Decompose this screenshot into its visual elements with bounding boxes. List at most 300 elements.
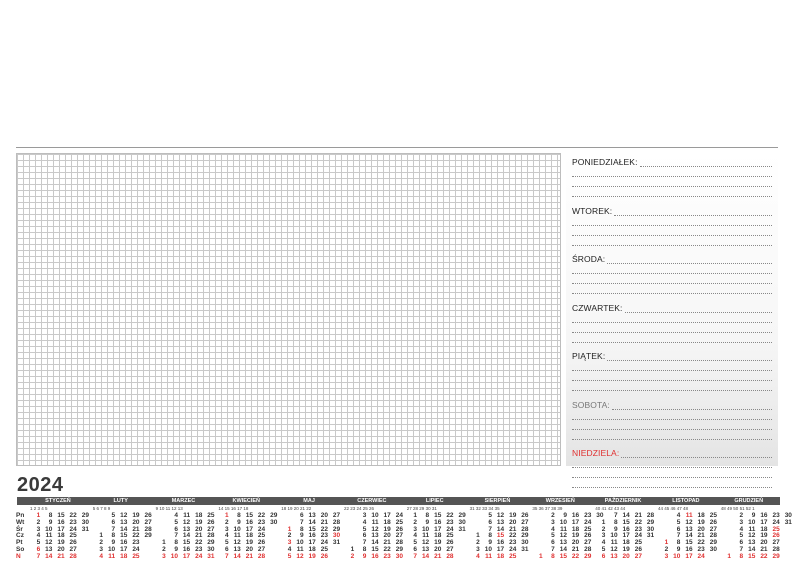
calendar-day: 5 — [174, 518, 178, 526]
calendar-day: 10 — [610, 532, 618, 540]
calendar-day — [516, 554, 528, 561]
day-label-text: PONIEDZIAŁEK: — [572, 157, 638, 167]
calendar-day: 17 — [685, 552, 693, 560]
calendar-day: 1 — [162, 539, 166, 547]
writing-line[interactable] — [572, 313, 772, 323]
writing-line[interactable] — [607, 353, 772, 361]
writing-line[interactable] — [640, 159, 772, 167]
calendar-day: 11 — [485, 552, 492, 560]
calendar-day: 23 — [446, 518, 454, 526]
writing-line[interactable] — [572, 216, 772, 226]
calendar-day: 7 — [613, 512, 618, 519]
calendar-day: 21 — [697, 532, 705, 540]
calendar-day: 26 — [207, 518, 215, 526]
calendar-day: 10 — [559, 518, 567, 526]
calendar-day: 5 — [601, 545, 606, 553]
calendar-day — [719, 513, 731, 520]
calendar-day: 25 — [509, 552, 517, 560]
calendar-day: 29 — [207, 539, 215, 547]
calendar-day: 7 — [174, 532, 178, 540]
month-days — [656, 513, 717, 561]
calendar-day — [468, 513, 480, 520]
writing-line[interactable] — [572, 323, 772, 333]
calendar-day: 12 — [421, 539, 430, 547]
calendar-day: 27 — [446, 545, 454, 553]
calendar-day: 13 — [182, 525, 191, 533]
calendar-day: 21 — [509, 525, 517, 533]
calendar-day: 19 — [760, 532, 768, 540]
calendar-day: 24 — [446, 525, 454, 533]
calendar-day: 12 — [233, 539, 241, 547]
writing-line[interactable] — [572, 468, 772, 478]
calendar-day: 31 — [646, 532, 655, 540]
calendar-day: 11 — [371, 518, 379, 526]
calendar-day: 14 — [308, 518, 316, 526]
header-divider — [16, 147, 778, 148]
calendar-day: 30 — [81, 518, 89, 526]
calendar-day: 18 — [383, 518, 391, 526]
calendar-day: 20 — [434, 545, 442, 553]
calendar-day: 30 — [270, 518, 278, 526]
calendar-day: 8 — [739, 552, 744, 560]
calendar-row — [342, 554, 403, 561]
calendar-day: 31 — [521, 545, 529, 553]
day-block — [572, 254, 772, 294]
calendar-day: 7 — [224, 552, 229, 560]
calendar-day: 22 — [132, 532, 140, 540]
calendar-day: 4 — [601, 539, 606, 547]
writing-line[interactable] — [614, 208, 772, 216]
calendar-day: 14 — [421, 552, 430, 560]
calendar-day: 14 — [748, 545, 756, 553]
calendar-day: 22 — [320, 525, 328, 533]
calendar-day: 28 — [584, 545, 592, 553]
calendar-day — [91, 513, 103, 520]
month-days — [216, 513, 277, 561]
calendar-day: 7 — [551, 545, 555, 553]
calendar-day: 16 — [371, 552, 379, 560]
writing-line[interactable] — [572, 420, 772, 430]
calendar-day: 21 — [634, 512, 642, 519]
calendar-day: 6 — [676, 525, 681, 533]
calendar-day: 17 — [182, 552, 191, 560]
calendar-day: 31 — [207, 552, 215, 560]
calendar-day: 24 — [257, 525, 266, 533]
day-label — [572, 400, 772, 410]
calendar-day — [154, 520, 166, 527]
month-name: CZERWIEC — [357, 498, 387, 504]
calendar-day: 18 — [245, 532, 253, 540]
calendar-day — [780, 527, 792, 534]
calendar-day: 15 — [57, 512, 65, 519]
writing-line[interactable] — [572, 371, 772, 381]
calendar-day: 25 — [132, 552, 140, 560]
calendar-day: 13 — [748, 539, 756, 547]
calendar-day: 8 — [362, 545, 367, 553]
calendar-row — [405, 554, 466, 561]
calendar-day: 4 — [476, 552, 480, 560]
calendar-day: 5 — [362, 525, 367, 533]
calendar-day: 4 — [551, 525, 555, 533]
writing-line[interactable] — [572, 478, 772, 488]
calendar-day: 7 — [36, 552, 41, 560]
calendar-day: 4 — [174, 512, 178, 519]
calendar-day: 5 — [413, 539, 417, 547]
calendar-day: 19 — [697, 518, 705, 526]
calendar-day: 8 — [613, 518, 618, 526]
calendar-day: 27 — [69, 545, 77, 553]
calendar-day — [468, 520, 480, 527]
calendar-day: 10 — [484, 545, 492, 553]
calendar-day: 29 — [521, 532, 529, 540]
calendar-row — [593, 554, 654, 561]
month-days — [91, 513, 152, 561]
calendar-day: 28 — [69, 552, 77, 560]
writing-line[interactable] — [621, 450, 772, 458]
calendar-day: 18 — [434, 532, 442, 540]
calendar-day: 27 — [207, 525, 215, 533]
calendar-day: 22 — [195, 539, 203, 547]
calendar-day: 18 — [697, 512, 705, 519]
calendar-day: 3 — [36, 525, 41, 533]
calendar-day: 3 — [476, 545, 480, 553]
calendar-day — [77, 554, 89, 561]
calendar-day: 18 — [195, 512, 203, 519]
calendar-day — [530, 513, 542, 520]
calendar-day: 30 — [207, 545, 215, 553]
calendar-day: 11 — [610, 539, 618, 547]
calendar-day: 3 — [413, 525, 417, 533]
calendar-day: 2 — [287, 532, 292, 540]
calendar-day: 24 — [697, 552, 705, 560]
calendar-day: 1 — [664, 539, 669, 547]
calendar-day — [642, 554, 654, 561]
calendar-day: 1 — [350, 545, 355, 553]
calendar-day: 27 — [634, 552, 642, 560]
calendar-day: 2 — [551, 512, 555, 519]
calendar-day: 20 — [132, 518, 140, 526]
week-numbers: 14 15 16 17 18 — [218, 506, 249, 511]
calendar-day: 28 — [332, 518, 341, 526]
day-label-text: NIEDZIELA: — [572, 448, 620, 458]
calendar-day: 9 — [613, 525, 618, 533]
calendar-day: 28 — [709, 532, 717, 540]
calendar-day: 31 — [458, 525, 466, 533]
calendar-day: 16 — [120, 539, 128, 547]
calendar-day: 21 — [132, 525, 140, 533]
calendar-day: 29 — [81, 512, 89, 519]
writing-line[interactable] — [572, 177, 772, 187]
calendar-day: 17 — [120, 545, 128, 553]
calendar-day: 7 — [111, 525, 116, 533]
calendar-day: 13 — [685, 525, 693, 533]
writing-line[interactable] — [572, 458, 772, 468]
month-days — [719, 513, 792, 561]
calendar-row — [279, 554, 340, 561]
day-block — [572, 206, 772, 246]
calendar-day: 22 — [760, 552, 768, 560]
calendar-day: 27 — [584, 539, 592, 547]
calendar-day: 30 — [332, 532, 341, 540]
calendar-day: 1 — [99, 532, 103, 540]
calendar-day: 2 — [413, 518, 417, 526]
calendar-day: 26 — [395, 525, 403, 533]
calendar-day — [454, 554, 466, 561]
calendar-day: 6 — [174, 525, 178, 533]
week-numbers: 31 32 33 34 35 — [469, 506, 500, 511]
calendar-day: 6 — [224, 545, 229, 553]
month-name: PAŹDZIERNIK — [604, 498, 642, 504]
calendar-day — [342, 533, 354, 540]
calendar-day: 17 — [245, 525, 253, 533]
calendar-day: 20 — [571, 539, 580, 547]
calendar-day — [265, 547, 277, 554]
day-label — [572, 206, 772, 216]
week-numbers: 27 28 29 30 31 — [406, 506, 437, 511]
calendar-row — [719, 527, 792, 534]
calendar-day: 30 — [596, 512, 604, 519]
month-days — [279, 513, 340, 561]
calendar-day: 8 — [174, 539, 178, 547]
calendar-day: 22 — [446, 512, 454, 519]
calendar-day: 7 — [299, 518, 304, 526]
calendar-day — [265, 540, 277, 547]
writing-line[interactable] — [572, 226, 772, 236]
calendar-day: 13 — [45, 545, 53, 553]
calendar-day — [530, 540, 542, 547]
calendar-day: 2 — [99, 539, 103, 547]
month-name: MAJ — [303, 498, 315, 504]
calendar-day: 1 — [601, 518, 606, 526]
calendar-day: 10 — [45, 525, 53, 533]
calendar-day: 6 — [488, 518, 492, 526]
calendar-row — [719, 520, 792, 527]
calendar-day: 17 — [622, 532, 630, 540]
calendar-day: 21 — [383, 539, 391, 547]
calendar-day — [719, 533, 731, 540]
calendar-day: 28 — [446, 552, 454, 560]
calendar-day: 2 — [36, 518, 41, 526]
calendar-day: 14 — [496, 525, 505, 533]
calendar-day: 2 — [664, 545, 669, 553]
calendar-day: 2 — [476, 539, 480, 547]
calendar-day: 4 — [99, 552, 103, 560]
calendar-day: 29 — [144, 532, 152, 540]
calendar-day: 20 — [383, 532, 391, 540]
calendar-day — [77, 540, 89, 547]
calendar-day: 28 — [646, 512, 655, 519]
calendar-day: 30 — [646, 525, 655, 533]
calendar-day: 17 — [434, 525, 442, 533]
calendar-day: 23 — [257, 518, 266, 526]
calendar-day: 10 — [107, 545, 116, 553]
calendar-day: 24 — [584, 518, 592, 526]
calendar-day — [279, 513, 291, 520]
day-label-text: SOBOTA: — [572, 399, 610, 410]
calendar-day — [642, 547, 654, 554]
writing-line[interactable] — [625, 305, 773, 313]
calendar-day: 7 — [676, 532, 681, 540]
calendar-day: 5 — [36, 539, 41, 547]
calendar-day: 26 — [257, 539, 266, 547]
calendar-day: 28 — [257, 552, 266, 560]
writing-line[interactable] — [612, 402, 772, 410]
day-label-text: PIĄTEK: — [572, 351, 606, 361]
calendar-day: 21 — [245, 552, 253, 560]
weekday-abbrev: Wt — [16, 518, 25, 526]
calendar-day: 1 — [413, 512, 417, 519]
calendar-day: 11 — [748, 525, 756, 533]
day-block — [572, 157, 772, 197]
calendar-day: 4 — [413, 532, 417, 540]
calendar-day: 26 — [772, 532, 780, 540]
writing-line[interactable] — [572, 361, 772, 371]
calendar-day: 18 — [308, 545, 316, 553]
calendar-day — [140, 540, 152, 547]
calendar-day: 13 — [371, 532, 379, 540]
calendar-day: 1 — [476, 532, 480, 540]
calendar-day: 7 — [362, 539, 367, 547]
calendar-day: 1 — [36, 512, 41, 519]
calendar-day: 27 — [257, 545, 266, 553]
calendar-day: 27 — [395, 532, 403, 540]
calendar-day — [530, 527, 542, 534]
calendar-day: 3 — [224, 525, 229, 533]
writing-line[interactable] — [572, 381, 772, 391]
calendar-day: 10 — [233, 525, 241, 533]
day-label-text: CZWARTEK: — [572, 302, 623, 313]
calendar-day: 15 — [371, 545, 379, 553]
calendar-day: 24 — [395, 512, 403, 519]
calendar-day: 29 — [270, 512, 278, 519]
writing-line[interactable] — [572, 167, 772, 177]
calendar-day: 19 — [509, 512, 517, 519]
month-days — [405, 513, 466, 561]
week-numbers: 9 10 11 12 13 — [155, 506, 183, 511]
calendar-day: 26 — [446, 539, 454, 547]
day-label-text: WTOREK: — [572, 205, 613, 216]
calendar-day: 12 — [685, 518, 693, 526]
calendar-day: 23 — [634, 525, 642, 533]
calendar-day: 16 — [308, 532, 316, 540]
calendar-day: 21 — [760, 545, 768, 553]
calendar-day: 30 — [709, 545, 717, 553]
calendar-day — [265, 554, 277, 561]
calendar-day: 31 — [784, 518, 792, 526]
calendar-day: 1 — [224, 512, 229, 519]
calendar-row — [719, 540, 792, 547]
calendar-day: 14 — [559, 545, 567, 553]
calendar-day: 18 — [760, 525, 768, 533]
calendar-day — [530, 533, 542, 540]
writing-line[interactable] — [572, 284, 772, 294]
calendar-day: 23 — [320, 532, 328, 540]
calendar-day: 22 — [571, 552, 580, 560]
calendar-day: 3 — [601, 532, 606, 540]
calendar-day: 25 — [584, 525, 592, 533]
calendar-day: 26 — [634, 545, 642, 553]
calendar-day: 22 — [69, 512, 77, 519]
weekday-abbrev: N — [16, 552, 21, 560]
writing-line[interactable] — [572, 430, 772, 440]
calendar-day: 17 — [308, 539, 316, 547]
calendar-day — [77, 533, 89, 540]
calendar-day: 30 — [521, 539, 529, 547]
calendar-day: 14 — [622, 512, 630, 519]
calendar-day: 14 — [371, 539, 379, 547]
calendar-day: 20 — [195, 525, 203, 533]
month-name: WRZESIEŃ — [545, 498, 575, 504]
calendar-day: 8 — [111, 532, 116, 540]
calendar-day: 15 — [685, 539, 693, 547]
calendar-day: 7 — [739, 545, 744, 553]
calendar-day: 25 — [257, 532, 266, 540]
calendar-day — [530, 520, 542, 527]
calendar-day: 15 — [748, 552, 756, 560]
month-name: SIERPIEŃ — [484, 498, 511, 504]
calendar-day: 16 — [622, 525, 630, 533]
calendar-day: 25 — [772, 525, 780, 533]
calendar-day: 25 — [207, 512, 215, 519]
calendar-day: 23 — [69, 518, 77, 526]
year-title: 2024 — [17, 474, 64, 496]
calendar-day: 18 — [622, 539, 630, 547]
calendar-day — [780, 547, 792, 554]
calendar-day: 16 — [760, 512, 768, 519]
week-numbers: 5 6 7 8 9 — [92, 506, 111, 511]
calendar-day: 17 — [57, 525, 65, 533]
calendar-day: 10 — [748, 518, 756, 526]
calendar-day: 24 — [69, 525, 77, 533]
calendar-day — [454, 547, 466, 554]
writing-line[interactable] — [572, 187, 772, 197]
calendar-day: 5 — [224, 539, 229, 547]
calendar-day: 21 — [571, 545, 580, 553]
writing-line[interactable] — [572, 333, 772, 343]
calendar-day: 9 — [362, 552, 367, 560]
writing-line[interactable] — [572, 264, 772, 274]
calendar-day: 15 — [120, 532, 128, 540]
calendar-day: 31 — [332, 539, 341, 547]
calendar-day: 22 — [257, 512, 266, 519]
calendar-day: 15 — [182, 539, 191, 547]
week-numbers: 48 49 50 51 52 1 — [720, 506, 755, 511]
writing-line[interactable] — [572, 236, 772, 246]
calendar-day: 23 — [697, 545, 705, 553]
calendar-day: 16 — [571, 512, 580, 519]
calendar-day: 12 — [120, 512, 128, 519]
writing-line[interactable] — [572, 274, 772, 284]
calendar-day: 12 — [182, 518, 191, 526]
calendar-day — [642, 540, 654, 547]
calendar-day: 17 — [760, 518, 768, 526]
calendar-row — [719, 554, 792, 561]
calendar-day — [656, 520, 668, 527]
writing-line[interactable] — [607, 256, 772, 264]
calendar-row — [154, 554, 215, 561]
calendar-day: 14 — [45, 552, 53, 560]
calendar-day: 2 — [601, 525, 606, 533]
weekday-abbrev: Pt — [16, 539, 23, 547]
calendar-day: 9 — [488, 539, 492, 547]
calendar-day: 8 — [488, 532, 492, 540]
calendar-day — [780, 533, 792, 540]
calendar-day: 19 — [195, 518, 203, 526]
calendar-day: 9 — [425, 518, 430, 526]
calendar-day: 22 — [697, 539, 705, 547]
calendar-day: 9 — [299, 532, 304, 540]
writing-line[interactable] — [572, 410, 772, 420]
